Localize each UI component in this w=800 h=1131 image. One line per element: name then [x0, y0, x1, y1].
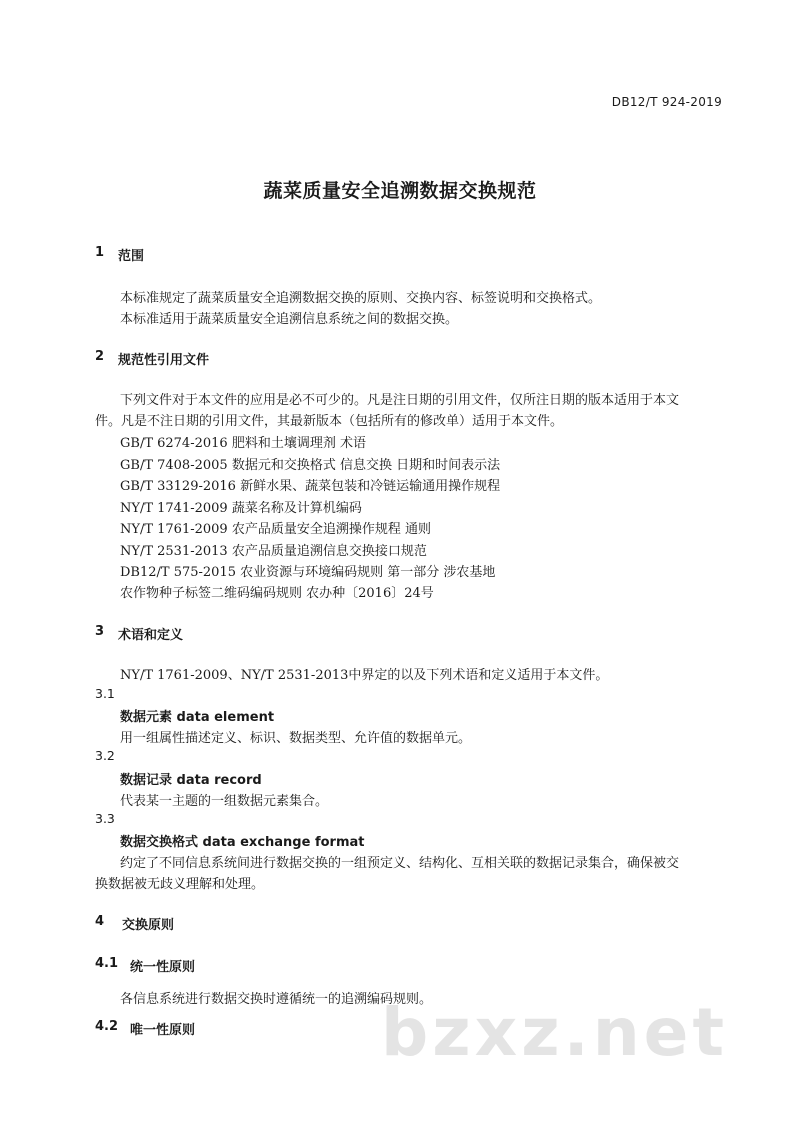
term-name: 数据元素 data element: [120, 710, 275, 725]
subsection-4-1-paragraph: 各信息系统进行数据交换时遵循统一的追溯编码规则。: [120, 992, 433, 1007]
document-title: 蔬菜质量安全追溯数据交换规范: [263, 180, 537, 202]
reference-item: NY/T 1741-2009 蔬菜名称及计算机编码: [120, 501, 362, 516]
term-number: 3.1: [95, 686, 115, 701]
reference-item: 农作物种子标签二维码编码规则 农办种〔2016〕24号: [120, 586, 434, 601]
reference-item: GB/T 7408-2005 数据元和交换格式 信息交换 日期和时间表示法: [120, 458, 501, 473]
section-2-intro-line-1: 下列文件对于本文件的应用是必不可少的。凡是注日期的引用文件，仅所注日期的版本适用于本文: [120, 393, 680, 408]
section-3-number: 3: [95, 624, 105, 639]
reference-item: GB/T 33129-2016 新鲜水果、蔬菜包装和冷链运输通用操作规程: [120, 479, 501, 494]
term-definition-line-2: 换数据被无歧义理解和处理。: [95, 877, 265, 892]
reference-item: GB/T 6274-2016 肥料和土壤调理剂 术语: [120, 436, 366, 451]
section-1-paragraph-1: 本标准规定了蔬菜质量安全追溯数据交换的原则、交换内容、标签说明和交换格式。: [120, 291, 602, 306]
subsection-4-2-heading: 唯一性原则: [130, 1023, 196, 1038]
reference-item: DB12/T 575-2015 农业资源与环境编码规则 第一部分 涉农基地: [120, 565, 496, 580]
section-3-heading: 术语和定义: [118, 628, 184, 643]
section-4-heading: 交换原则: [122, 918, 175, 933]
section-1-number: 1: [95, 245, 105, 260]
term-definition: 代表某一主题的一组数据元素集合。: [120, 794, 329, 809]
reference-item: NY/T 1761-2009 农产品质量安全追溯操作规程 通则: [120, 522, 431, 537]
term-number: 3.2: [95, 748, 115, 763]
term-definition: 用一组属性描述定义、标识、数据类型、允许值的数据单元。: [120, 731, 472, 746]
section-2-heading: 规范性引用文件: [118, 353, 210, 368]
reference-item: NY/T 2531-2013 农产品质量追溯信息交换接口规范: [120, 544, 427, 559]
section-1-paragraph-2: 本标准适用于蔬菜质量安全追溯信息系统之间的数据交换。: [120, 312, 459, 327]
section-3-intro: NY/T 1761-2009、NY/T 2531-2013中界定的以及下列术语和定义适用于本文件。: [120, 668, 609, 683]
subsection-4-2-number: 4.2: [95, 1019, 119, 1034]
subsection-4-1-heading: 统一性原则: [130, 960, 196, 975]
section-4-number: 4: [95, 914, 105, 929]
term-definition-line-1: 约定了不同信息系统间进行数据交换的一组预定义、结构化、互相关联的数据记录集合，确保被交: [120, 856, 680, 871]
section-2-intro-line-2: 件。凡是不注日期的引用文件，其最新版本（包括所有的修改单）适用于本文件。: [95, 414, 564, 429]
document-code: DB12/T 924-2019: [611, 95, 722, 109]
section-1-heading: 范围: [118, 249, 145, 264]
term-name: 数据记录 data record: [120, 773, 262, 788]
term-name: 数据交换格式 data exchange format: [120, 835, 365, 850]
watermark-text: bzxz.net: [380, 994, 728, 1071]
section-2-number: 2: [95, 349, 105, 364]
subsection-4-1-number: 4.1: [95, 956, 119, 971]
term-number: 3.3: [95, 811, 115, 826]
